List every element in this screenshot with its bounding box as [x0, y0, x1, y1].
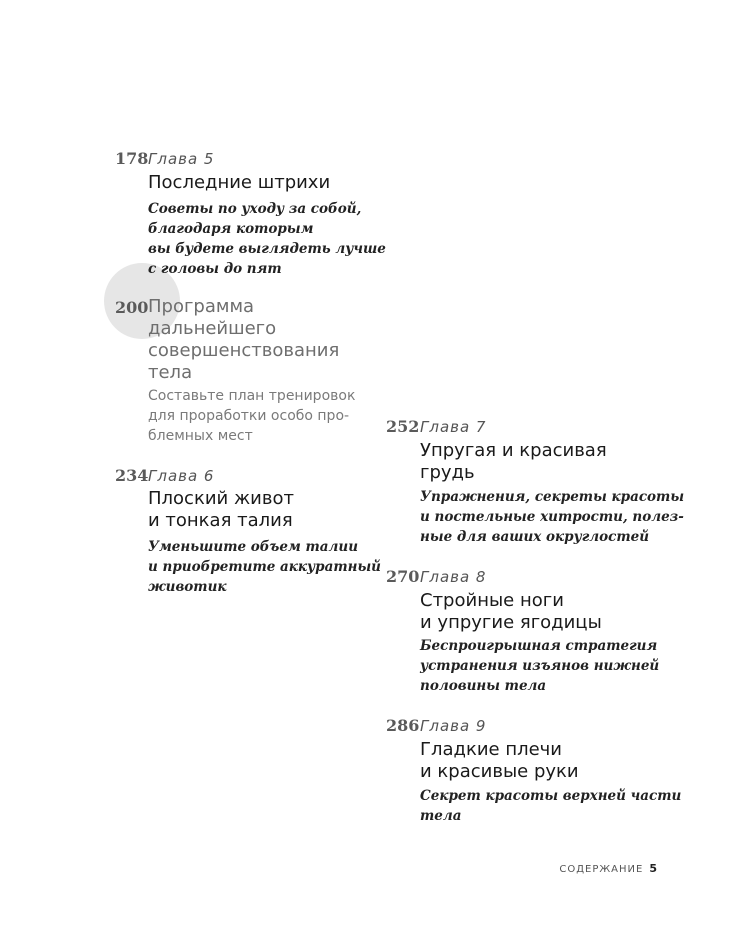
toc-page-number: 270 — [386, 567, 420, 586]
toc-chapter-label: Глава 5 — [148, 150, 215, 168]
toc-page-number: 252 — [386, 417, 420, 436]
footer-section-label: СОДЕРЖАНИЕ — [559, 864, 644, 875]
footer-page-number: 5 — [649, 862, 657, 875]
toc-chapter-label: Глава 9 — [420, 717, 487, 735]
toc-page-number: 286 — [386, 716, 420, 735]
toc-title: Гладкие плечи и красивые руки — [420, 739, 579, 782]
toc-title: Плоский живот и тонкая талия — [148, 488, 294, 531]
toc-description: Упражнения, секреты красоты и постельные хитрости, полез- ные для ваших округлостей — [420, 489, 685, 545]
toc-description: Секрет красоты верхней части тела — [420, 788, 682, 824]
toc-description: Советы по уходу за собой, благодаря которым вы будете выглядеть лучше с головы до пят — [148, 201, 386, 277]
toc-page-number: 200 — [115, 298, 149, 317]
toc-page-number: 234 — [115, 466, 149, 485]
toc-chapter-label: Глава 8 — [420, 568, 487, 586]
toc-chapter-label: Глава 6 — [148, 467, 215, 485]
toc-page-number: 178 — [115, 149, 149, 168]
toc-chapter-label: Глава 7 — [420, 418, 487, 436]
toc-description: Беспроигрышная стратегия устранения изъянов нижней половины тела — [420, 638, 660, 694]
toc-description: Уменьшите объем талии и приобретите аккуратный животик — [148, 539, 382, 595]
toc-description: Составьте план тренировок для проработки особо про- блемных мест — [148, 388, 356, 444]
toc-title: Программа дальнейшего совершенствования тела — [148, 296, 340, 383]
toc-title: Стройные ноги и упругие ягодицы — [420, 590, 602, 633]
page-footer — [559, 857, 657, 876]
toc-title: Упругая и красивая грудь — [420, 440, 607, 483]
toc-title: Последние штрихи — [148, 172, 331, 193]
